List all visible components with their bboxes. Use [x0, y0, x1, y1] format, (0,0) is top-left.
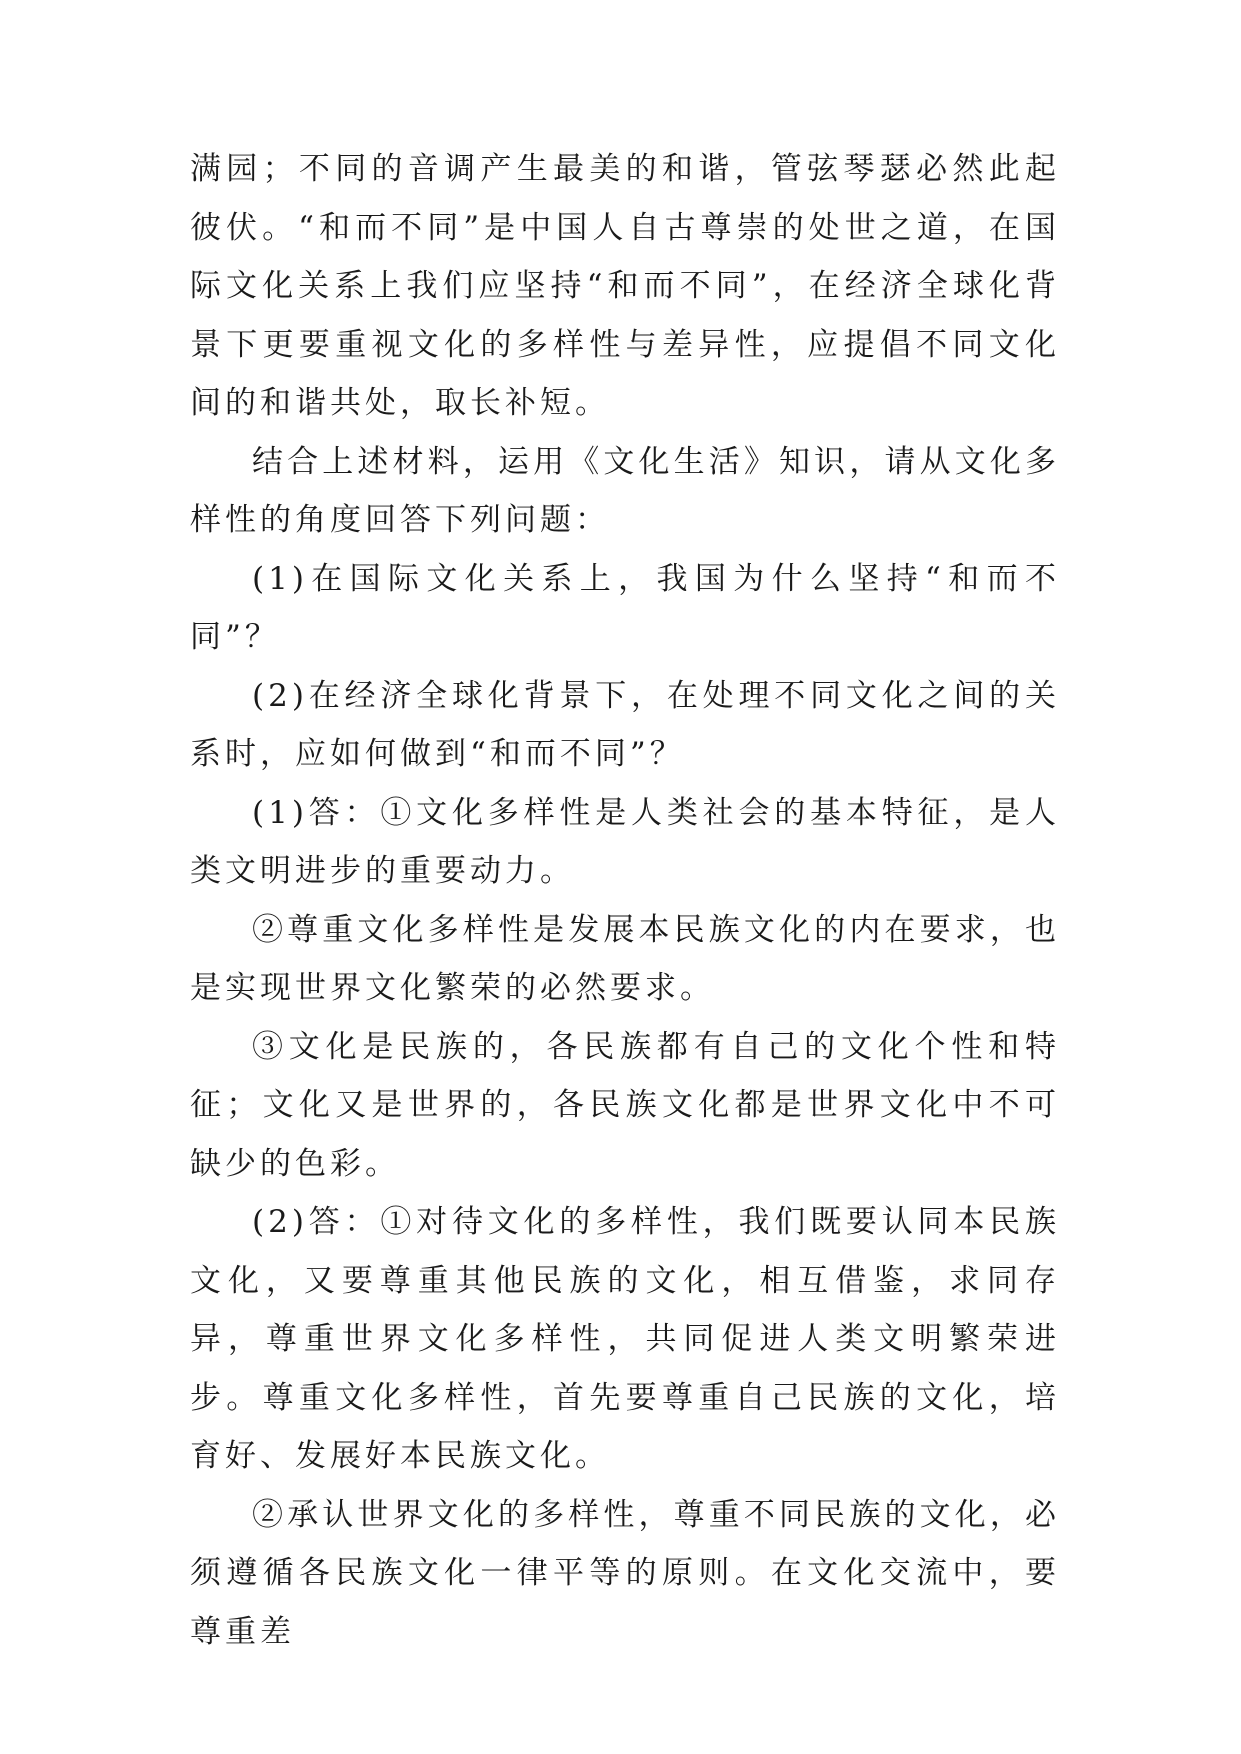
document-page [190, 140, 1060, 1661]
question-2: (2)在经济全球化背景下，在处理不同文化之间的关系时，应如何做到“和而不同”？ [190, 677, 1060, 772]
question-1: (1)在国际文化关系上，我国为什么坚持“和而不同”？ [190, 560, 1060, 655]
answer-1-point-1: (1)答：①文化多样性是人类社会的基本特征，是人类文明进步的重要动力。 [190, 794, 1060, 889]
question-prompt: 结合上述材料，运用《文化生活》知识，请从文化多样性的角度回答下列问题： [190, 443, 1060, 538]
answer-2-point-2: ②承认世界文化的多样性，尊重不同民族的文化，必须遵循各民族文化一律平等的原则。在文化交流中，要尊重差 [190, 1496, 1060, 1650]
answer-1-point-2: ②尊重文化多样性是发展本民族文化的内在要求，也是实现世界文化繁荣的必然要求。 [190, 911, 1060, 1006]
answer-1-point-3: ③文化是民族的，各民族都有自己的文化个性和特征；文化又是世界的，各民族文化都是世界文化中不可缺少的色彩。 [190, 1028, 1060, 1182]
answer-2-point-1: (2)答：①对待文化的多样性，我们既要认同本民族文化，又要尊重其他民族的文化，相互借鉴，求同存异，尊重世界文化多样性，共同促进人类文明繁荣进步。尊重文化多样性，首先要尊重自己民族的文化，培育好、发展好本民族文化。 [190, 1204, 1060, 1474]
continued-paragraph: 满园；不同的音调产生最美的和谐，管弦琴瑟必然此起彼伏。“和而不同”是中国人自古尊崇的处世之道，在国际文化关系上我们应坚持“和而不同”，在经济全球化背景下更要重视文化的多样性与差异性，应提倡不同文化间的和谐共处，取长补短。 [190, 151, 1060, 421]
